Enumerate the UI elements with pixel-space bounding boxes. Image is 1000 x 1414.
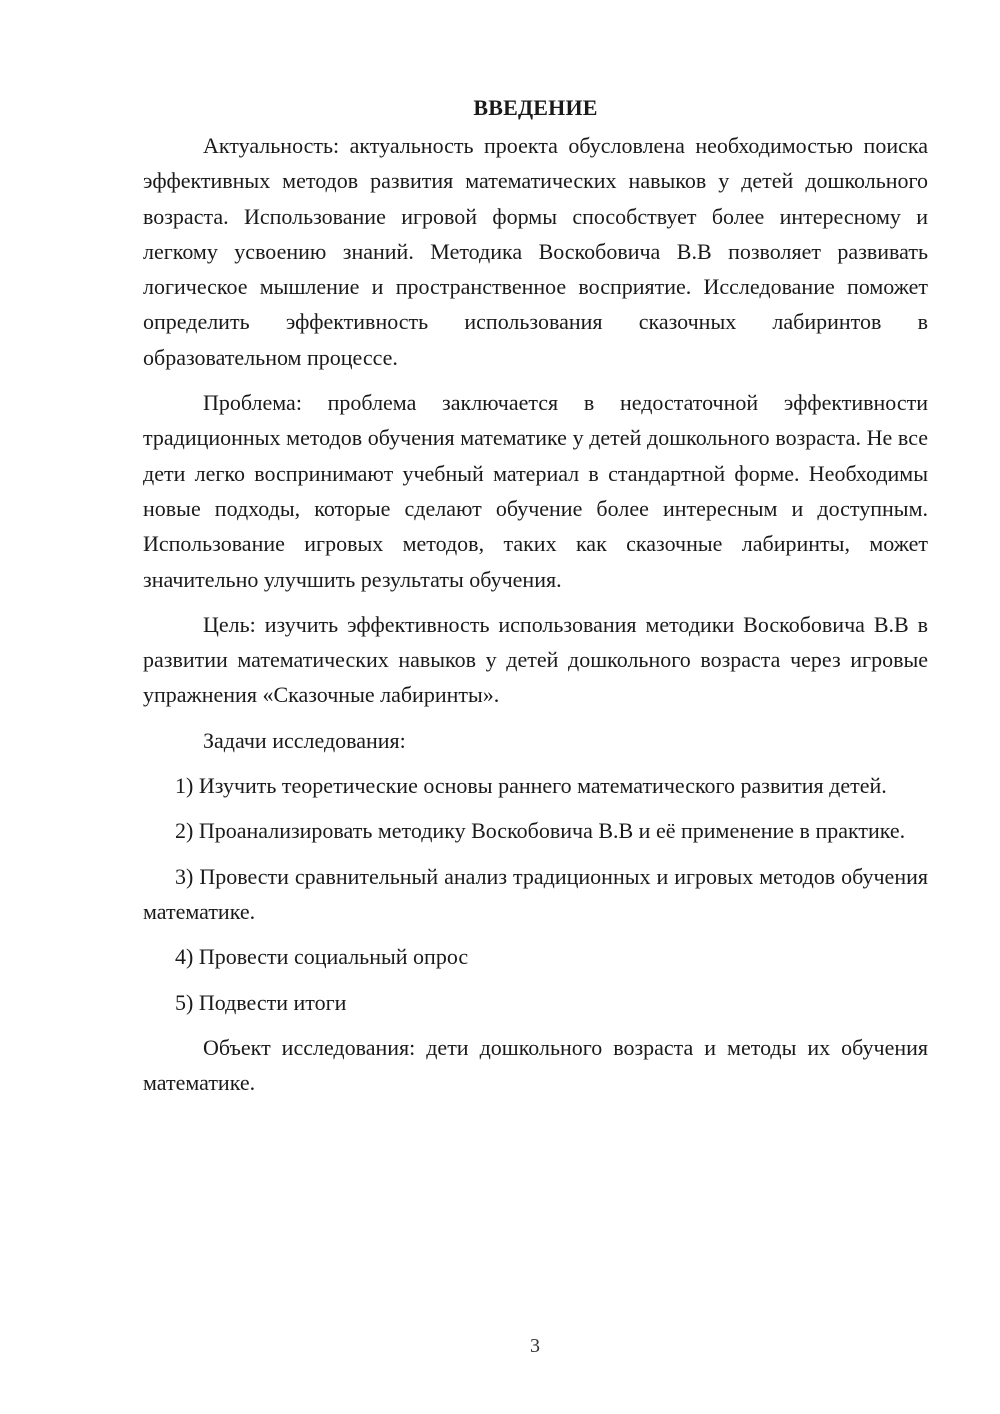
object-paragraph: Объект исследования: дети дошкольного возраста и методы их обучения математике. <box>143 1034 928 1096</box>
goal-paragraph: Цель: изучить эффективность использования методики Воскобовича В.В в развитии математических навыков у детей дошкольного возраста через игровые упражнения «Сказочные лабиринты». <box>143 611 928 708</box>
task-item: 2) Проанализировать методику Воскобовича В.В и её применение в практике. <box>175 818 906 844</box>
tasks-label: Задачи исследования: <box>203 727 406 753</box>
task-item: 3) Провести сравнительный анализ традиционных и игровых методов обучения математике. <box>143 863 928 924</box>
task-item: 1) Изучить теоретические основы раннего математического развития детей. <box>175 773 887 799</box>
document-body <box>143 93 928 1110</box>
problem-paragraph: Проблема: проблема заключается в недостаточной эффективности традиционных методов обучения математике у детей дошкольного возраста. Не все дети легко воспринимают учебный материал в стандартной форме. Необходимы новые подходы, которые сделают обучение более интересным и доступным. Использование игровых методов, таких как сказочные лабиринты, может значительно улучшить результаты обучения. <box>143 390 928 592</box>
relevance-paragraph: Актуальность: актуальность проекта обусловлена необходимостью поиска эффективных методов развития математических навыков у детей дошкольного возраста. Использование игровой формы способствует более интересному и легкому усвоению знаний. Методика Воскобовича В.В позволяет развивать логическое мышление и пространственное восприятие. Исследование поможет определить эффективность использования сказочных лабиринтов в образовательном процессе. <box>143 133 928 370</box>
section-title: ВВЕДЕНИЕ <box>473 95 598 120</box>
task-item: 4) Провести социальный опрос <box>175 944 469 970</box>
task-item: 5) Подвести итоги <box>175 989 347 1015</box>
page-number: 3 <box>530 1335 540 1357</box>
